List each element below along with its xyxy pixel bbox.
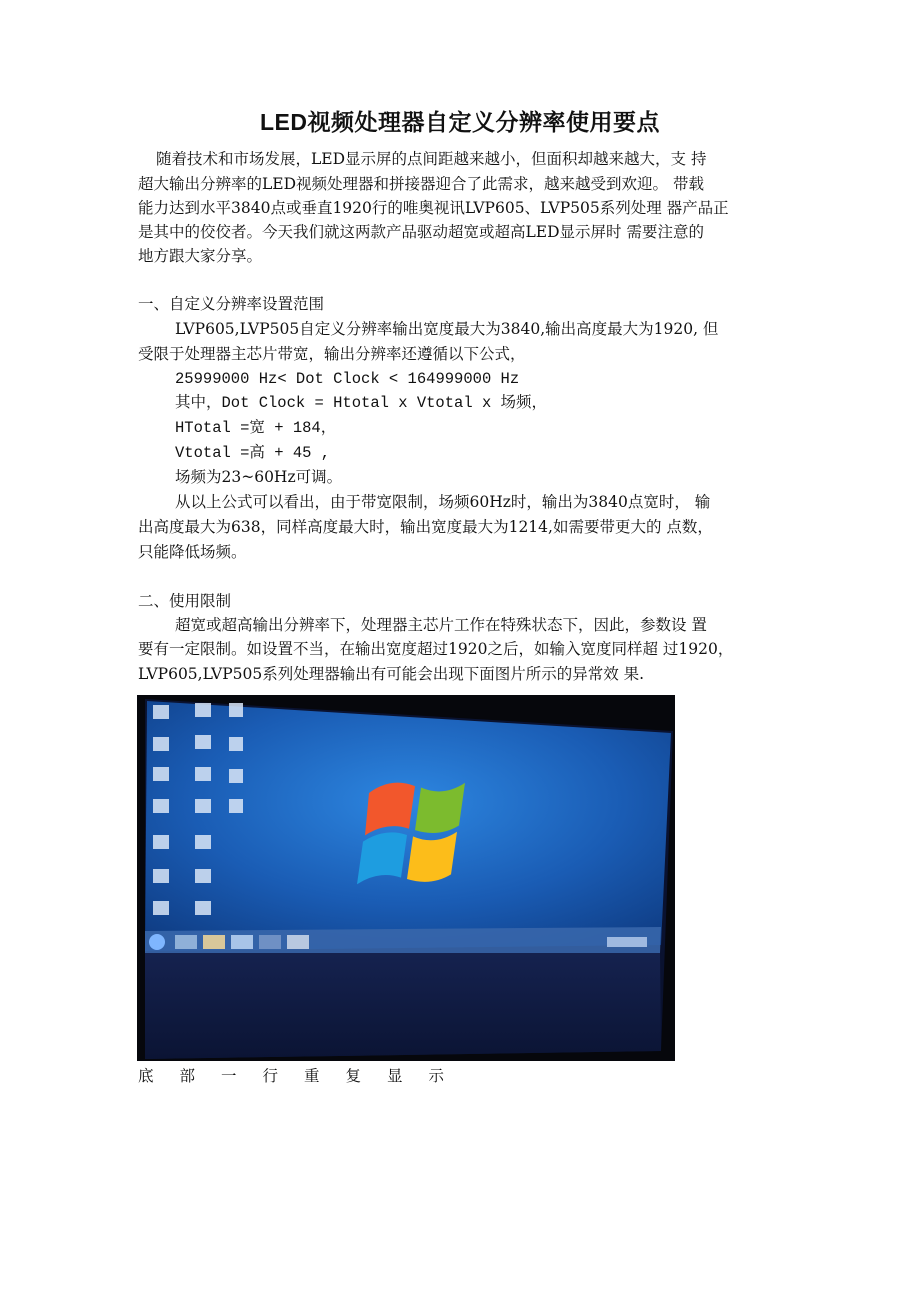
formula-htotal: HTotal =宽 + 184， (175, 419, 337, 437)
formula-dot-clock-range: 25999000 Hz< Dot Clock < 164999000 Hz (175, 370, 520, 388)
intro-line: 是其中的佼佼者。今天我们就这两款产品驱动超宽或超高LED显示屏时 需要注意的 (138, 223, 704, 241)
photo-caption: 底部一行重复显示 (138, 1067, 471, 1085)
taskbar-clock (607, 937, 647, 947)
taskbar-app-icon (259, 935, 281, 949)
taskbar-app-icon (231, 935, 253, 949)
start-orb-icon (149, 934, 165, 950)
intro-line: 地方跟大家分享。 (138, 247, 263, 265)
section1-conclusion-line: 从以上公式可以看出，由于带宽限制，场频60Hz时，输出为3840点宽时， 输 (175, 493, 711, 511)
section1-conclusion-line: 出高度最大为638，同样高度最大时，输出宽度最大为1214,如需要带更大的 点数， (138, 518, 713, 536)
formula-dot-clock: 其中，Dot Clock = Htotal x Vtotal x 场频， (175, 394, 548, 412)
section1-line: LVP605,LVP505自定义分辨率输出宽度最大为3840,输出高度最大为1920, 但 (175, 320, 719, 338)
intro-line: 超大输出分辨率的LED视频处理器和拼接器迎合了此需求，越来越受到欢迎。 带载 (138, 175, 704, 193)
intro-line: 随着技术和市场发展，LED显示屏的点间距越来越小，但面积却越来越大，支 持 (156, 150, 707, 168)
section1-line: 受限于处理器主芯片带宽，输出分辨率还遵循以下公式， (138, 345, 526, 363)
section2-line: 超宽或超高输出分辨率下，处理器主芯片工作在特殊状态下，因此，参数设 置 (175, 616, 707, 634)
formula-refresh: 场频为23~60Hz可调。 (175, 468, 343, 486)
intro-line: 能力达到水平3840点或垂直1920行的唯奥视讯LVP605、LVP505系列处理 器产品正 (138, 199, 729, 217)
section2-line: LVP605,LVP505系列处理器输出有可能会出现下面图片所示的异常效 果. (138, 665, 645, 683)
document-title: LED视频处理器自定义分辨率使用要点 (260, 109, 660, 135)
led-screen-illustration (137, 695, 675, 1061)
led-screen-photo (137, 695, 675, 1061)
section1-conclusion-line: 只能降低场频。 (138, 543, 247, 561)
taskbar-app-icon (175, 935, 197, 949)
section2-line: 要有一定限制。如设置不当，在输出宽度超过1920之后，如输入宽度同样超 过1920， (138, 640, 734, 658)
section2-heading: 二、使用限制 (138, 592, 232, 610)
formula-vtotal: Vtotal =高 + 45 , (175, 444, 331, 462)
repeated-bottom-band (145, 953, 661, 1059)
taskbar-app-icon (287, 935, 309, 949)
section1-heading: 一、自定义分辨率设置范围 (138, 295, 325, 313)
taskbar-app-icon (203, 935, 225, 949)
